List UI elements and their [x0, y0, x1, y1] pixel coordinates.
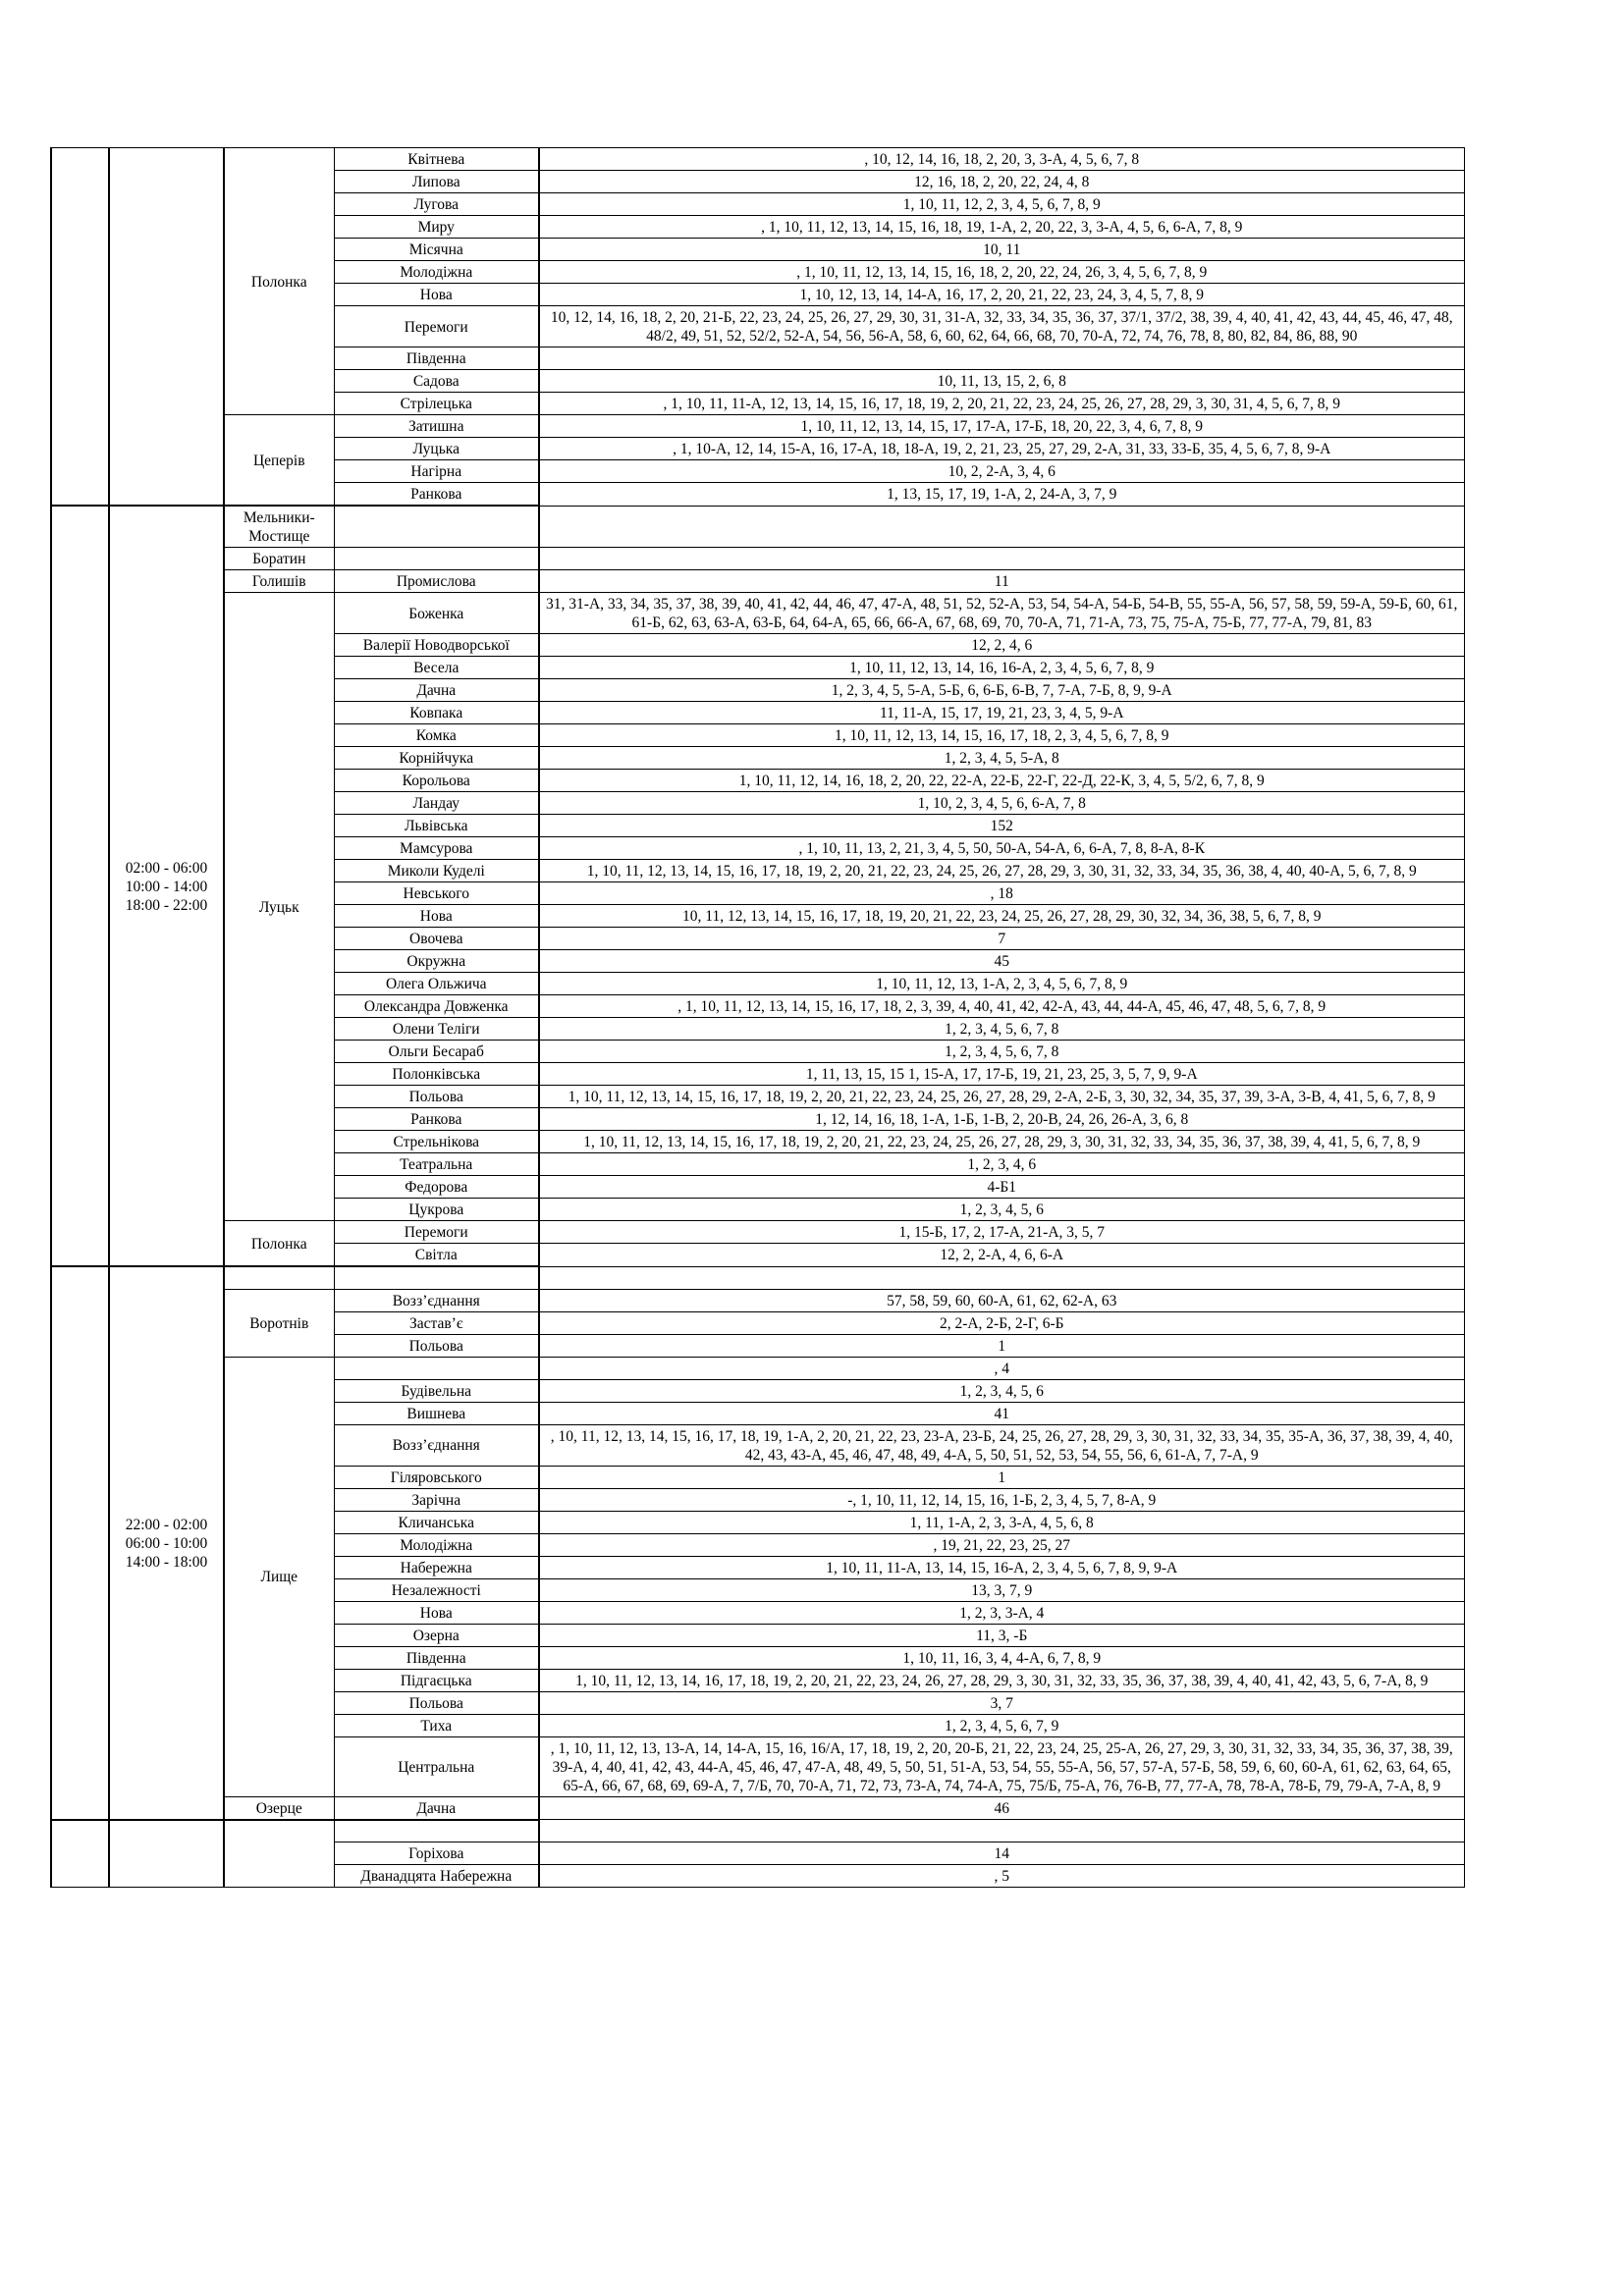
street-cell [334, 1266, 539, 1289]
house-numbers-cell: 1, 10, 11, 12, 13, 14, 15, 16, 17, 18, 2, 3, 4, 5, 6, 7, 8, 9 [539, 724, 1464, 747]
street-cell: Нова [334, 1601, 539, 1624]
street-cell: Кличанська [334, 1511, 539, 1533]
group-blank-cell [51, 1820, 109, 1888]
house-numbers-cell: 31, 31-А, 33, 34, 35, 37, 38, 39, 40, 41, 42, 44, 46, 47, 47-А, 48, 51, 52, 52-А, 53, 54, 54-А, 54-Б, 54-В, 55, 55-А, 56, 57, 58, 59, 59-А, 59-Б, 60, 61, 61-Б, 62, 63, 63-А, 63-Б, 64, 64-А, 65, 66, 66-А, 67, 68, 69, 70, 70-А, 71, 71-А, 73, 75, 75-А, 75-Б, 77, 77-А, 79, 81, 83 [539, 593, 1464, 634]
house-numbers-cell: 14 [539, 1842, 1464, 1865]
time-slot: 22:00 - 02:00 [125, 1516, 208, 1533]
house-numbers-cell: 1, 2, 3, 3-А, 4 [539, 1601, 1464, 1624]
time-slots-cell [109, 148, 224, 507]
house-numbers-cell: 11, 11-А, 15, 17, 19, 21, 23, 3, 4, 5, 9-А [539, 702, 1464, 724]
street-cell: Промислова [334, 570, 539, 593]
street-cell: Миру [334, 216, 539, 239]
street-cell: Окружна [334, 950, 539, 973]
house-numbers-cell: 1, 10, 11, 11-А, 13, 14, 15, 16-А, 2, 3, 4, 5, 6, 7, 8, 9, 9-А [539, 1556, 1464, 1578]
street-cell: Підгаєцька [334, 1669, 539, 1691]
street-cell: Корольова [334, 770, 539, 792]
settlement-cell [224, 1266, 334, 1289]
street-cell: Перемоги [334, 1221, 539, 1244]
street-cell: Дачна [334, 1796, 539, 1820]
house-numbers-cell: 1, 10, 11, 16, 3, 4, 4-А, 6, 7, 8, 9 [539, 1646, 1464, 1669]
street-cell: Перемоги [334, 306, 539, 347]
street-cell: Цукрова [334, 1199, 539, 1221]
street-cell: Нова [334, 905, 539, 928]
street-cell [334, 506, 539, 548]
house-numbers-cell: , 1, 10, 11, 12, 13, 14, 15, 16, 18, 2, 20, 22, 24, 26, 3, 4, 5, 6, 7, 8, 9 [539, 261, 1464, 284]
time-slots-cell [109, 1266, 224, 1820]
house-numbers-cell: 4-Б1 [539, 1176, 1464, 1199]
settlement-cell: Полонка [224, 1221, 334, 1267]
time-slot: 18:00 - 22:00 [125, 896, 208, 914]
street-cell: Полонківська [334, 1063, 539, 1086]
street-cell: Невського [334, 882, 539, 905]
group-blank-cell [51, 148, 109, 507]
street-cell: Південна [334, 347, 539, 370]
house-numbers-cell: -, 1, 10, 11, 12, 14, 15, 16, 1-Б, 2, 3, 4, 5, 7, 8-А, 9 [539, 1488, 1464, 1511]
house-numbers-cell: , 10, 12, 14, 16, 18, 2, 20, 3, 3-А, 4, 5, 6, 7, 8 [539, 148, 1464, 171]
house-numbers-cell: 1, 10, 11, 12, 13, 14, 15, 16, 17, 18, 19, 2, 20, 21, 22, 23, 24, 25, 26, 27, 28, 29, 3, 30, 31, 32, 33, 34, 35, 36, 38, 4, 40, 40-А, 5, 6, 7, 8, 9 [539, 860, 1464, 882]
settlement-cell: Полонка [224, 148, 334, 415]
house-numbers-cell: 1, 10, 11, 12, 2, 3, 4, 5, 6, 7, 8, 9 [539, 193, 1464, 216]
house-numbers-cell: , 10, 11, 12, 13, 14, 15, 16, 17, 18, 19, 1-А, 2, 20, 21, 22, 23, 23-А, 23-Б, 24, 25, 26, 27, 28, 29, 3, 30, 31, 32, 33, 34, 35, 35-А, 36, 37, 38, 39, 4, 40, 42, 43, 43-А, 45, 46, 47, 48, 49, 4-А, 5, 50, 51, 52, 53, 54, 55, 56, 6, 61-А, 7, 7-А, 9 [539, 1424, 1464, 1466]
settlement-cell: Лище [224, 1357, 334, 1796]
house-numbers-cell: 1 [539, 1334, 1464, 1357]
left-margin [0, 148, 51, 507]
house-numbers-cell [539, 506, 1464, 548]
schedule-row [0, 148, 1464, 171]
house-numbers-cell: 1, 2, 3, 4, 5, 5-А, 5-Б, 6, 6-Б, 6-В, 7, 7-А, 7-Б, 8, 9, 9-А [539, 679, 1464, 702]
street-cell: Валерії Новодворської [334, 634, 539, 657]
street-cell: Львівська [334, 815, 539, 837]
settlement-cell: Воротнів [224, 1289, 334, 1357]
street-cell: Тиха [334, 1714, 539, 1736]
house-numbers-cell: 12, 2, 2-А, 4, 6, 6-А [539, 1244, 1464, 1267]
street-cell: Місячна [334, 239, 539, 261]
schedule-row [0, 506, 1464, 548]
street-cell: Овочева [334, 928, 539, 950]
street-cell: Зарічна [334, 1488, 539, 1511]
house-numbers-cell: 57, 58, 59, 60, 60-А, 61, 62, 62-А, 63 [539, 1289, 1464, 1311]
street-cell: Комка [334, 724, 539, 747]
house-numbers-cell: 1, 11, 1-А, 2, 3, 3-А, 4, 5, 6, 8 [539, 1511, 1464, 1533]
house-numbers-cell: 1, 2, 3, 4, 5, 6, 7, 9 [539, 1714, 1464, 1736]
street-cell: Дачна [334, 679, 539, 702]
street-cell: Ковпака [334, 702, 539, 724]
house-numbers-cell: , 1, 10, 11, 13, 2, 21, 3, 4, 5, 50, 50-А, 54-А, 6, 6-А, 7, 8, 8-А, 8-К [539, 837, 1464, 860]
house-numbers-cell: 1, 15-Б, 17, 2, 17-А, 21-А, 3, 5, 7 [539, 1221, 1464, 1244]
street-cell: Липова [334, 171, 539, 193]
left-margin [0, 1820, 51, 1888]
house-numbers-cell: , 18 [539, 882, 1464, 905]
house-numbers-cell: 1, 2, 3, 4, 5, 6 [539, 1199, 1464, 1221]
street-cell: Квітнева [334, 148, 539, 171]
street-cell: Дванадцята Набережна [334, 1865, 539, 1888]
house-numbers-cell: 1 [539, 1466, 1464, 1488]
street-cell: Набережна [334, 1556, 539, 1578]
house-numbers-cell: 45 [539, 950, 1464, 973]
left-margin [0, 506, 51, 1266]
house-numbers-cell: 1, 12, 14, 16, 18, 1-А, 1-Б, 1-В, 2, 20-В, 24, 26, 26-А, 3, 6, 8 [539, 1108, 1464, 1131]
house-numbers-cell: 11 [539, 570, 1464, 593]
house-numbers-cell: , 19, 21, 22, 23, 25, 27 [539, 1533, 1464, 1556]
street-cell: Олега Ольжича [334, 973, 539, 995]
street-cell: Миколи Куделі [334, 860, 539, 882]
settlement-cell [224, 1820, 334, 1888]
house-numbers-cell: 1, 2, 3, 4, 5, 6 [539, 1379, 1464, 1402]
street-cell: Польова [334, 1086, 539, 1108]
house-numbers-cell: 1, 10, 11, 12, 13, 14, 16, 16-А, 2, 3, 4, 5, 6, 7, 8, 9 [539, 657, 1464, 679]
street-cell: Олександра Довженка [334, 995, 539, 1018]
street-cell: Будівельна [334, 1379, 539, 1402]
settlement-cell: Озерце [224, 1796, 334, 1820]
schedule-row [0, 1820, 1464, 1842]
house-numbers-cell [539, 1266, 1464, 1289]
house-numbers-cell [539, 1820, 1464, 1842]
street-cell: Польова [334, 1691, 539, 1714]
street-cell: Весела [334, 657, 539, 679]
time-slot: 14:00 - 18:00 [125, 1553, 208, 1571]
house-numbers-cell: 11, 3, -Б [539, 1624, 1464, 1646]
settlement-cell: Луцьк [224, 593, 334, 1221]
house-numbers-cell: 10, 2, 2-А, 3, 4, 6 [539, 460, 1464, 483]
street-cell: Озерна [334, 1624, 539, 1646]
settlement-cell: Цеперів [224, 415, 334, 507]
house-numbers-cell: 10, 11 [539, 239, 1464, 261]
street-cell: Возз’єднання [334, 1289, 539, 1311]
street-cell: Польова [334, 1334, 539, 1357]
house-numbers-cell: 1, 2, 3, 4, 6 [539, 1153, 1464, 1176]
street-cell: Олени Теліги [334, 1018, 539, 1041]
street-cell: Корнійчука [334, 747, 539, 770]
street-cell: Нагірна [334, 460, 539, 483]
street-cell: Ольги Бесараб [334, 1041, 539, 1063]
schedule-row [0, 1266, 1464, 1289]
street-cell: Стрілецька [334, 393, 539, 415]
street-cell [334, 1357, 539, 1379]
house-numbers-cell: 12, 16, 18, 2, 20, 22, 24, 4, 8 [539, 171, 1464, 193]
group-blank-cell [51, 506, 109, 1266]
outage-schedule-page [0, 147, 1465, 1888]
time-slot: 02:00 - 06:00 [125, 859, 208, 877]
settlement-cell: Голишів [224, 570, 334, 593]
house-numbers-cell: 12, 2, 4, 6 [539, 634, 1464, 657]
street-cell: Ранкова [334, 483, 539, 507]
house-numbers-cell: , 1, 10, 11, 12, 13, 14, 15, 16, 17, 18, 2, 3, 39, 4, 40, 41, 42, 42-А, 43, 44, 44-А, 45, 46, 47, 48, 5, 6, 7, 8, 9 [539, 995, 1464, 1018]
time-slot: 06:00 - 10:00 [125, 1534, 208, 1552]
time-slots-cell [109, 506, 224, 1266]
settlement-cell: Мельники-Мостище [224, 506, 334, 548]
house-numbers-cell: 46 [539, 1796, 1464, 1820]
house-numbers-cell: , 1, 10-А, 12, 14, 15-А, 16, 17-А, 18, 18-А, 19, 2, 21, 23, 25, 27, 29, 2-А, 31, 33, 33-Б, 35, 4, 5, 6, 7, 8, 9-А [539, 438, 1464, 460]
street-cell: Садова [334, 370, 539, 393]
house-numbers-cell: 2, 2-А, 2-Б, 2-Г, 6-Б [539, 1311, 1464, 1334]
street-cell: Лугова [334, 193, 539, 216]
house-numbers-cell: 1, 10, 11, 12, 13, 14, 15, 16, 17, 18, 19, 2, 20, 21, 22, 23, 24, 25, 26, 27, 28, 29, 3, 30, 31, 32, 33, 34, 35, 36, 37, 38, 39, 4, 41, 5, 6, 7, 8, 9 [539, 1131, 1464, 1153]
house-numbers-cell: 1, 13, 15, 17, 19, 1-А, 2, 24-А, 3, 7, 9 [539, 483, 1464, 507]
street-cell: Південна [334, 1646, 539, 1669]
street-cell: Луцька [334, 438, 539, 460]
street-cell: Нова [334, 284, 539, 306]
street-cell: Вишнева [334, 1402, 539, 1424]
house-numbers-cell: 7 [539, 928, 1464, 950]
house-numbers-cell: 10, 11, 12, 13, 14, 15, 16, 17, 18, 19, 20, 21, 22, 23, 24, 25, 26, 27, 28, 29, 30, 32, 34, 36, 38, 5, 6, 7, 8, 9 [539, 905, 1464, 928]
house-numbers-cell: 10, 11, 13, 15, 2, 6, 8 [539, 370, 1464, 393]
group-blank-cell [51, 1266, 109, 1820]
house-numbers-cell [539, 548, 1464, 570]
street-cell: Федорова [334, 1176, 539, 1199]
house-numbers-cell: 41 [539, 1402, 1464, 1424]
house-numbers-cell: 1, 11, 13, 15, 15 1, 15-А, 17, 17-Б, 19, 21, 23, 25, 3, 5, 7, 9, 9-А [539, 1063, 1464, 1086]
street-cell: Молодіжна [334, 1533, 539, 1556]
house-numbers-cell: 1, 10, 11, 12, 13, 14, 16, 17, 18, 19, 2, 20, 21, 22, 23, 24, 26, 27, 28, 29, 3, 30, 31, 32, 33, 35, 36, 37, 38, 39, 4, 40, 41, 42, 43, 5, 6, 7-А, 8, 9 [539, 1669, 1464, 1691]
house-numbers-cell: 1, 10, 11, 12, 13, 14, 15, 16, 17, 18, 19, 2, 20, 21, 22, 23, 24, 25, 26, 27, 28, 29, 2-А, 2-Б, 3, 30, 32, 34, 35, 37, 39, 3-А, 3-В, 4, 41, 5, 6, 7, 8, 9 [539, 1086, 1464, 1108]
street-cell: Ландау [334, 792, 539, 815]
time-slot: 10:00 - 14:00 [125, 878, 208, 895]
house-numbers-cell: 152 [539, 815, 1464, 837]
street-cell: Світла [334, 1244, 539, 1267]
settlement-cell: Боратин [224, 548, 334, 570]
street-cell: Театральна [334, 1153, 539, 1176]
house-numbers-cell: , 1, 10, 11, 11-А, 12, 13, 14, 15, 16, 17, 18, 19, 2, 20, 21, 22, 23, 24, 25, 26, 27, 28, 29, 3, 30, 31, 4, 5, 6, 7, 8, 9 [539, 393, 1464, 415]
street-cell: Боженка [334, 593, 539, 634]
house-numbers-cell: 1, 2, 3, 4, 5, 6, 7, 8 [539, 1041, 1464, 1063]
house-numbers-cell: , 4 [539, 1357, 1464, 1379]
time-slots-cell [109, 1820, 224, 1888]
left-margin [0, 1266, 51, 1820]
house-numbers-cell: , 5 [539, 1865, 1464, 1888]
outage-schedule-table [0, 147, 1465, 1888]
house-numbers-cell [539, 347, 1464, 370]
street-cell [334, 548, 539, 570]
house-numbers-cell: 3, 7 [539, 1691, 1464, 1714]
house-numbers-cell: 1, 10, 11, 12, 14, 16, 18, 2, 20, 22, 22-А, 22-Б, 22-Г, 22-Д, 22-К, 3, 4, 5, 5/2, 6, 7, 8, 9 [539, 770, 1464, 792]
house-numbers-cell: , 1, 10, 11, 12, 13, 14, 15, 16, 18, 19, 1-А, 2, 20, 22, 3, 3-А, 4, 5, 6, 6-А, 7, 8, 9 [539, 216, 1464, 239]
street-cell: Ранкова [334, 1108, 539, 1131]
street-cell: Горіхова [334, 1842, 539, 1865]
house-numbers-cell: , 1, 10, 11, 12, 13, 13-А, 14, 14-А, 15, 16, 16/А, 17, 18, 19, 2, 20, 20-Б, 21, 22, 23, 24, 25, 25-А, 26, 27, 29, 3, 30, 31, 32, 33, 34, 35, 36, 37, 38, 39, 39-А, 4, 40, 41, 42, 43, 44-А, 45, 46, 47, 47-А, 48, 49, 5, 50, 51, 51-А, 53, 54, 55, 55-А, 56, 57, 57-А, 57-Б, 58, 59, 6, 60, 60-А, 61, 62, 63, 64, 65, 65-А, 66, 67, 68, 69, 69-А, 7, 7/Б, 70, 70-А, 71, 72, 73, 73-А, 74, 74-А, 75, 75/Б, 75-А, 76, 76-В, 77, 77-А, 78, 78-А, 78-Б, 79, 79-А, 7-А, 8, 9 [539, 1736, 1464, 1796]
street-cell: Затишна [334, 415, 539, 438]
street-cell: Мамсурова [334, 837, 539, 860]
street-cell: Незалежності [334, 1578, 539, 1601]
house-numbers-cell: 1, 10, 11, 12, 13, 14, 15, 17, 17-А, 17-Б, 18, 20, 22, 3, 4, 6, 7, 8, 9 [539, 415, 1464, 438]
street-cell: Гіляровського [334, 1466, 539, 1488]
house-numbers-cell: 13, 3, 7, 9 [539, 1578, 1464, 1601]
house-numbers-cell: 1, 10, 12, 13, 14, 14-А, 16, 17, 2, 20, 21, 22, 23, 24, 3, 4, 5, 7, 8, 9 [539, 284, 1464, 306]
street-cell: Застав’є [334, 1311, 539, 1334]
house-numbers-cell: 1, 2, 3, 4, 5, 6, 7, 8 [539, 1018, 1464, 1041]
street-cell: Возз’єднання [334, 1424, 539, 1466]
house-numbers-cell: 10, 12, 14, 16, 18, 2, 20, 21-Б, 22, 23, 24, 25, 26, 27, 29, 30, 31, 31-А, 32, 33, 34, 35, 36, 37, 37/1, 37/2, 38, 39, 4, 40, 41, 42, 43, 44, 45, 46, 47, 48, 48/2, 49, 51, 52, 52/2, 52-А, 54, 56, 56-А, 58, 6, 60, 62, 64, 66, 68, 70, 70-А, 72, 74, 76, 78, 8, 80, 82, 84, 86, 88, 90 [539, 306, 1464, 347]
street-cell: Молодіжна [334, 261, 539, 284]
street-cell: Центральна [334, 1736, 539, 1796]
house-numbers-cell: 1, 10, 11, 12, 13, 1-А, 2, 3, 4, 5, 6, 7, 8, 9 [539, 973, 1464, 995]
street-cell [334, 1820, 539, 1842]
street-cell: Стрельнікова [334, 1131, 539, 1153]
house-numbers-cell: 1, 10, 2, 3, 4, 5, 6, 6-А, 7, 8 [539, 792, 1464, 815]
house-numbers-cell: 1, 2, 3, 4, 5, 5-А, 8 [539, 747, 1464, 770]
